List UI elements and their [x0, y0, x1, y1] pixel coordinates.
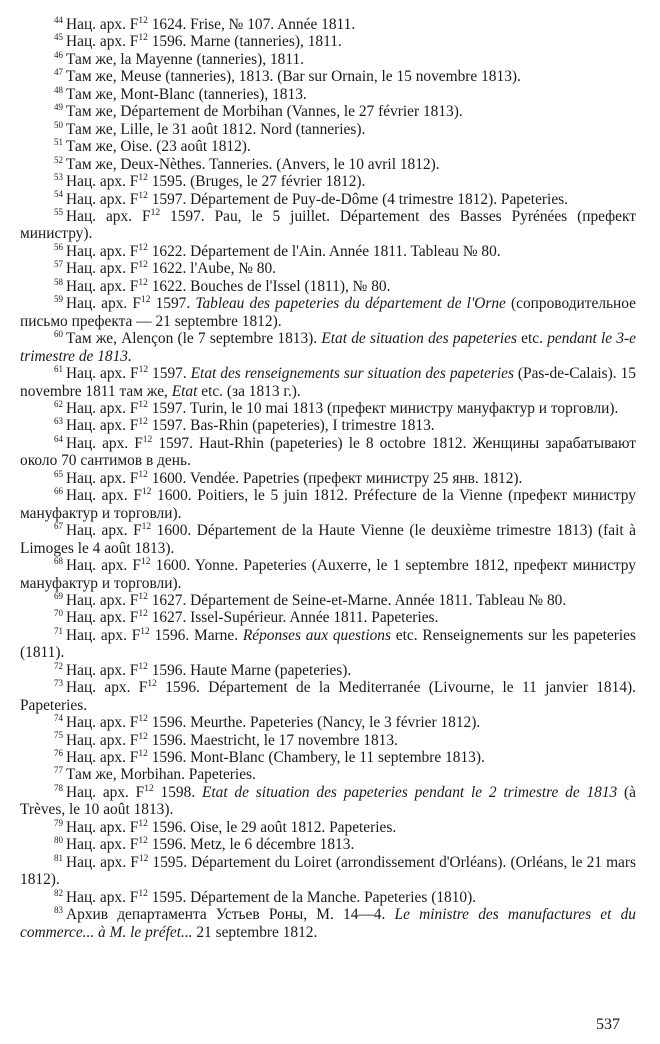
footnote-text: Нац. арх. F: [66, 260, 139, 278]
footnote-number: 56: [54, 241, 63, 252]
fond-superscript: 12: [138, 609, 148, 620]
footnote-number: 46: [54, 49, 63, 60]
footnote-text: 1622. Bouches de l'Issel (1811), № 80.: [147, 277, 391, 295]
footnote-text: Нац. арх. F: [66, 469, 139, 487]
footnote-text: Нац. арх. F: [66, 609, 139, 627]
footnote-46: [20, 51, 636, 68]
footnote-52: [20, 156, 636, 173]
fond-superscript: 12: [138, 15, 148, 26]
footnote-number: 55: [54, 206, 63, 217]
footnote-text: Нац. арх. F: [66, 749, 139, 767]
footnote-text: Нац. арх. F: [66, 399, 139, 417]
footnote-text: 1595. (Bruges, le 27 février 1812).: [147, 173, 366, 191]
footnote-number: 69: [54, 590, 63, 601]
footnote-number: 66: [54, 486, 63, 497]
footnote-text: Нац. арх. F: [66, 661, 139, 679]
footnote-63: [20, 417, 636, 434]
footnote-text: Нац. арх. F: [66, 626, 141, 644]
footnote-text: 1596. Département de la Mediterranée (Livourne, le 11 janvier 1814). Papeteries.: [20, 679, 636, 714]
fond-superscript: 12: [141, 556, 151, 567]
footnote-76: [20, 749, 636, 766]
fond-superscript: 12: [138, 888, 148, 899]
footnote-text: Нац. арх. F: [66, 853, 139, 871]
footnote-51: [20, 138, 636, 155]
footnote-text: Нац. арх. F: [66, 365, 139, 383]
footnote-number: 68: [54, 555, 63, 566]
footnote-text: etc. (за 1813 г.).: [197, 382, 301, 400]
footnote-number: 54: [54, 189, 63, 200]
footnote-text: Нац. арх. F: [66, 522, 142, 540]
footnote-number: 82: [54, 887, 63, 898]
footnote-text: 1597. Pau, le 5 juillet. Département des Basses Pyrénées (префект министру).: [20, 207, 636, 243]
footnote-text: Там же, Mont-Blanc (tanneries), 1813.: [66, 85, 307, 103]
footnote-62: [20, 400, 636, 417]
footnote-text: 1596. Metz, le 6 décembre 1813.: [147, 836, 355, 854]
footnote-text: 1597.: [148, 365, 191, 383]
fond-superscript: 12: [138, 242, 148, 253]
fond-superscript: 12: [140, 295, 151, 306]
italic-title: Le ministre des manufactures et du commerce... à M. le préfet...: [20, 906, 636, 941]
footnote-number: 76: [54, 747, 63, 758]
footnote-text: Нац. арх. F: [66, 591, 139, 609]
footnote-57: [20, 260, 636, 277]
italic-title: Réponses aux questions: [242, 626, 391, 644]
footnote-text: Нац. арх. F: [66, 731, 139, 749]
footnote-number: 57: [54, 259, 63, 270]
footnote-48: [20, 86, 636, 103]
footnote-text: Там же, Lille, le 31 août 1812. Nord (tanneries).: [66, 120, 366, 138]
italic-title: pendant le 3-e trimestre de 1813.: [20, 330, 636, 365]
footnote-number: 72: [54, 660, 63, 671]
footnote-number: 51: [54, 137, 63, 148]
fond-superscript: 12: [138, 469, 148, 480]
footnote-text: 21 septembre 1812.: [192, 923, 318, 941]
footnote-number: 49: [54, 102, 63, 113]
footnote-text: Нац. арх. F: [66, 295, 141, 313]
footnote-58: [20, 278, 636, 295]
fond-superscript: 12: [138, 731, 148, 742]
footnote-53: [20, 173, 636, 190]
footnote-text: 1627. Issel-Supérieur. Année 1811. Papeteries.: [147, 609, 439, 627]
footnote-text: Там же, Meuse (tanneries), 1813. (Bar sur Ornain, le 15 novembre 1813).: [66, 68, 521, 86]
page-number: 537: [596, 1016, 620, 1033]
footnote-number: 73: [54, 678, 63, 689]
footnote-text: 1622. l'Aube, № 80.: [147, 260, 277, 278]
footnote-text: Нац. арх. F: [66, 417, 139, 435]
italic-title: Tableau des papeteries du département de l'Orne: [195, 295, 506, 313]
footnote-45: [20, 33, 636, 50]
footnote-number: 58: [54, 276, 63, 287]
fond-superscript: 12: [138, 33, 148, 44]
footnote-number: 65: [54, 468, 63, 479]
footnote-text: 1596. Meurthe. Papeteries (Nancy, le 3 février 1812).: [147, 714, 481, 732]
footnote-text: (сопроводительное письмо префекта — 21 septembre 1812).: [20, 295, 636, 330]
footnote-text: 1596. Maestricht, le 17 novembre 1813.: [147, 731, 398, 749]
footnote-text: Нац. арх. F: [66, 434, 143, 452]
fond-superscript: 12: [138, 364, 149, 375]
footnote-text: 1600. Département de la Haute Vienne (le deuxième trimestre 1813) (fait à Limoges le 4 août 1813).: [20, 522, 636, 557]
fond-superscript: 12: [138, 260, 148, 271]
italic-title: Etat de situation des papeteries pendant le 2 trimestre de 1813: [201, 783, 618, 801]
footnote-number: 60: [54, 329, 63, 340]
fond-superscript: 12: [138, 836, 148, 847]
footnote-number: 67: [54, 521, 63, 532]
fond-superscript: 12: [141, 487, 152, 498]
fond-superscript: 12: [138, 714, 148, 724]
fond-superscript: 12: [138, 661, 148, 672]
footnote-61: [20, 365, 636, 400]
footnote-number: 81: [54, 852, 63, 863]
fond-superscript: 12: [138, 172, 148, 183]
footnote-74: [20, 714, 636, 731]
footnote-text: Там же, la Mayenne (tanneries), 1811.: [66, 50, 305, 68]
fond-superscript: 12: [138, 190, 148, 201]
fond-superscript: 12: [138, 748, 148, 759]
footnote-68: [20, 557, 636, 592]
footnote-number: 59: [54, 294, 63, 305]
footnote-number: 77: [54, 765, 63, 776]
footnote-text: 1597. Haut-Rhin (papeteries) le 8 octobre 1812. Женщины зарабатывают около 70 сантимов в день.: [20, 434, 637, 470]
footnote-number: 48: [54, 84, 63, 95]
footnote-number: 47: [54, 67, 63, 78]
italic-title: Etat des renseignements sur situation des papeteries: [190, 365, 514, 383]
footnote-text: 1596. Marne (tanneries), 1811.: [147, 33, 342, 51]
footnote-44: [20, 16, 636, 33]
footnote-78: [20, 784, 636, 819]
footnote-55: [20, 208, 636, 243]
footnote-text: (à Trèves, le 10 août 1813).: [20, 783, 636, 819]
footnote-text: 1622. Département de l'Ain. Année 1811. Tableau № 80.: [147, 242, 501, 260]
fond-superscript: 12: [138, 399, 148, 410]
footnote-text: 1595. Département du Loiret (arrondissement d'Orléans). (Orléans, le 21 mars 1812).: [20, 853, 636, 889]
footnote-number: 63: [54, 416, 63, 427]
footnote-number: 45: [54, 32, 63, 43]
footnote-number: 75: [54, 730, 63, 741]
footnote-number: 74: [54, 713, 63, 723]
footnote-text: Нац. арх. F: [66, 242, 139, 260]
footnote-text: 1598.: [153, 783, 202, 801]
footnote-text: 1627. Département de Seine-et-Marne. Année 1811. Tableau № 80.: [147, 591, 567, 609]
footnote-text: (Pas-de-Calais). 15 novembre 1811 там же,: [20, 365, 636, 400]
footnote-67: [20, 522, 636, 557]
footnote-75: [20, 732, 636, 749]
footnote-text: etc.: [516, 330, 548, 348]
footnote-number: 52: [54, 154, 63, 165]
footnote-text: Нац. арх. F: [66, 836, 139, 854]
footnote-number: 64: [54, 433, 63, 444]
footnote-82: [20, 889, 636, 906]
footnote-text: Нац. арх. F: [66, 16, 139, 33]
footnote-text: 1596. Haute Marne (papeteries).: [147, 661, 352, 679]
footnote-text: Там же, Oise. (23 août 1812).: [66, 138, 251, 156]
footnote-number: 70: [54, 608, 63, 619]
footnote-80: [20, 836, 636, 853]
fond-superscript: 12: [138, 277, 148, 288]
footnote-number: 50: [54, 119, 63, 130]
footnote-number: 80: [54, 835, 63, 846]
footnote-56: [20, 243, 636, 260]
footnote-47: [20, 68, 636, 85]
footnote-number: 62: [54, 398, 63, 409]
footnote-73: [20, 679, 636, 714]
fond-superscript: 12: [141, 522, 152, 533]
footnote-71: [20, 627, 636, 662]
fond-superscript: 12: [138, 591, 148, 602]
footnote-text: Там же, Deux-Nèthes. Tanneries. (Anvers, le 10 avril 1812).: [66, 155, 440, 173]
footnote-text: Там же, Alençon (le 7 septembre 1813).: [66, 330, 322, 348]
footnote-50: [20, 121, 636, 138]
footnote-text: 1597.: [150, 295, 196, 313]
footnote-number: 44: [54, 14, 63, 25]
footnote-number: 71: [54, 625, 63, 636]
footnote-number: 61: [54, 363, 63, 374]
fond-superscript: 12: [142, 434, 153, 445]
footnote-text: 1600. Yonne. Papeteries (Auxerre, le 1 septembre 1812, префект министру мануфактур и торговли).: [20, 557, 636, 592]
footnote-text: Там же, Morbihan. Papeteries.: [66, 766, 256, 784]
footnote-64: [20, 435, 636, 470]
footnote-text: 1597. Bas-Rhin (papeteries), I trimestre 1813.: [147, 417, 435, 435]
footnote-83: [20, 906, 636, 941]
footnote-text: 1595. Département de la Manche. Papeteries (1810).: [147, 888, 477, 906]
footnote-number: 83: [54, 904, 63, 915]
footnote-text: Нац. арх. F: [66, 487, 142, 505]
footnote-text: Нац. арх. F: [66, 714, 139, 732]
footnote-text: Нац. арх. F: [66, 33, 139, 51]
footnote-text: Нац. арх. F: [66, 679, 148, 697]
fond-superscript: 12: [138, 853, 149, 864]
footnote-text: 1597. Turin, le 10 mai 1813 (префект министру мануфактур и торговли).: [147, 399, 619, 417]
footnote-text: Нац. арх. F: [66, 557, 141, 575]
footnote-77: [20, 766, 636, 783]
footnote-69: [20, 592, 636, 609]
footnote-72: [20, 662, 636, 679]
fond-superscript: 12: [147, 679, 157, 690]
footnote-number: 53: [54, 171, 63, 182]
fond-superscript: 12: [144, 783, 154, 794]
footnote-text: 1596. Oise, le 29 août 1812. Papeteries.: [147, 818, 397, 836]
footnote-text: 1596. Mont-Blanc (Chambery, le 11 septembre 1813).: [147, 749, 485, 767]
footnote-number: 78: [54, 782, 63, 793]
footnote-text: Нац. арх. F: [66, 190, 139, 208]
footnote-54: [20, 191, 636, 208]
footnote-text: 1597. Département de Puy-de-Dôme (4 trimestre 1812). Papeteries.: [147, 190, 568, 208]
footnote-65: [20, 470, 636, 487]
fond-superscript: 12: [150, 207, 161, 218]
footnote-text: Нац. арх. F: [66, 207, 151, 225]
fond-superscript: 12: [138, 417, 148, 428]
footnote-70: [20, 609, 636, 626]
footnote-text: Архив департамента Устьев Роны, М. 14—4.: [66, 906, 395, 924]
italic-title: Etat: [171, 382, 198, 400]
footnote-text: Там же, Département de Morbihan (Vannes, le 27 février 1813).: [66, 103, 463, 121]
footnotes-list: [20, 16, 636, 941]
italic-title: Etat de situation des papeteries: [321, 330, 517, 348]
footnote-text: Нац. арх. F: [66, 818, 139, 836]
footnote-text: Нац. арх. F: [66, 783, 145, 801]
footnote-text: 1596. Marne.: [149, 626, 243, 644]
footnote-81: [20, 854, 636, 889]
footnote-text: 1600. Poitiers, le 5 juin 1812. Préfecture de la Vienne (префект министру мануфактур и торговли).: [20, 487, 636, 522]
footnote-text: etc. Renseignements sur les papeteries (1811).: [20, 626, 636, 662]
fond-superscript: 12: [140, 626, 150, 637]
footnote-59: [20, 295, 636, 330]
footnote-60: [20, 330, 636, 365]
footnote-text: 1624. Frise, № 107. Année 1811.: [147, 16, 356, 33]
footnote-text: Нац. арх. F: [66, 173, 139, 191]
footnote-66: [20, 487, 636, 522]
footnote-49: [20, 103, 636, 120]
fond-superscript: 12: [138, 818, 148, 829]
footnote-number: 79: [54, 817, 63, 828]
footnote-text: Нац. арх. F: [66, 277, 139, 295]
footnote-text: 1600. Vendée. Papetries (префект министру 25 янв. 1812).: [147, 469, 523, 487]
footnote-text: Нац. арх. F: [66, 888, 139, 906]
footnote-79: [20, 819, 636, 836]
